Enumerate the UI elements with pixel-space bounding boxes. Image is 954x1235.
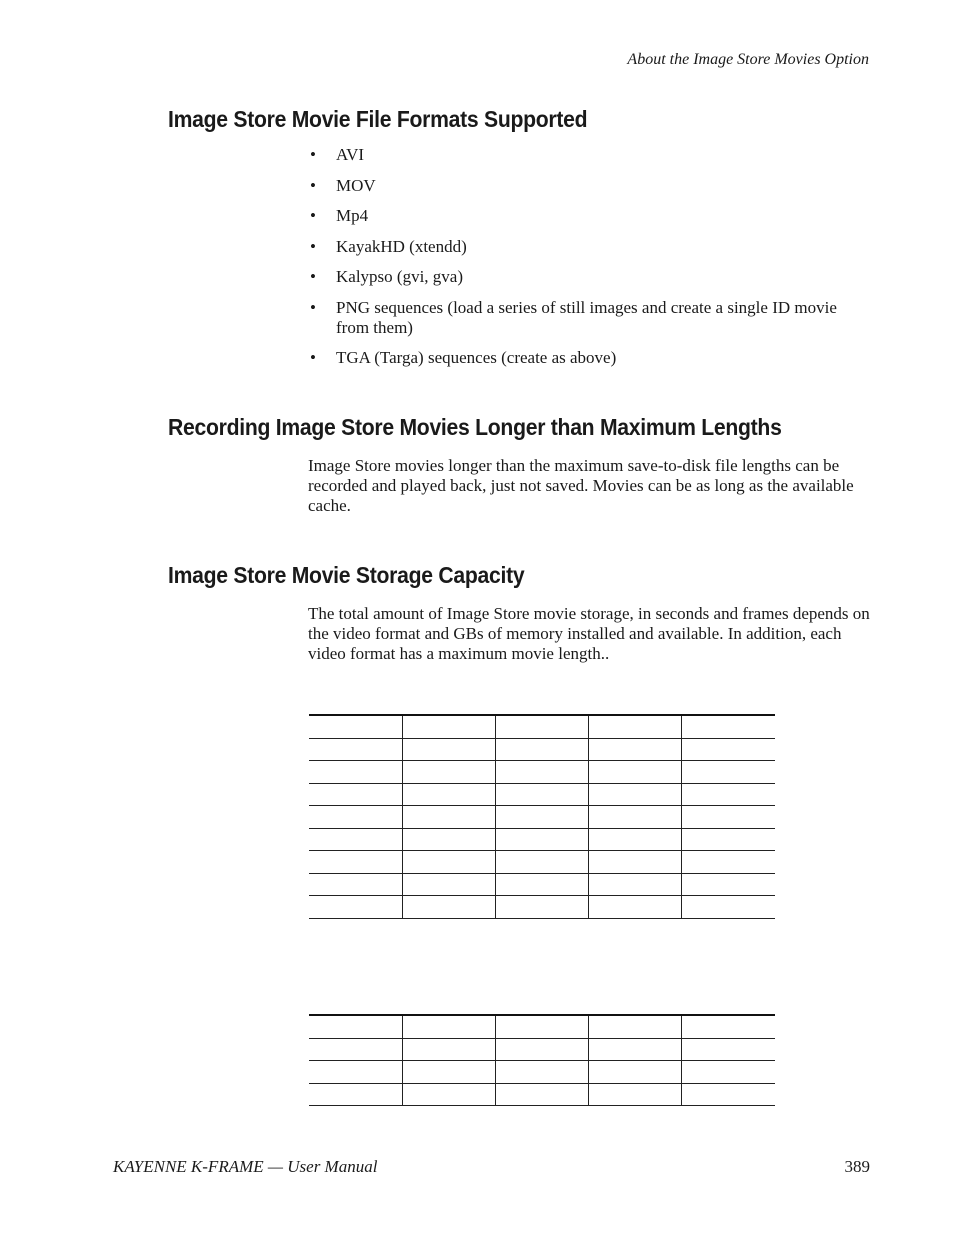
table-row [309, 1015, 775, 1038]
table-cell [309, 851, 402, 874]
table-cell [495, 783, 588, 806]
table-cell [309, 806, 402, 829]
table-cell [402, 1015, 495, 1038]
table-row [309, 896, 775, 919]
table-cell [589, 761, 682, 784]
table-row [309, 828, 775, 851]
table-row [309, 1061, 775, 1084]
section-heading-file-formats: Image Store Movie File Formats Supported [168, 106, 588, 132]
list-item [308, 237, 868, 257]
table-cell [495, 828, 588, 851]
table-cell [682, 1061, 775, 1084]
list-item [308, 176, 868, 196]
table-cell [682, 896, 775, 919]
table-row [309, 761, 775, 784]
table-cell [682, 761, 775, 784]
table-cell [402, 806, 495, 829]
table-cell [589, 1015, 682, 1038]
table-row [309, 873, 775, 896]
storage-table-2 [309, 1014, 775, 1106]
table-cell [495, 715, 588, 738]
footer-manual-title: KAYENNE K-FRAME — User Manual [113, 1157, 378, 1176]
table-cell [402, 851, 495, 874]
table-cell [682, 1015, 775, 1038]
table-cell [589, 1038, 682, 1061]
table-cell [495, 761, 588, 784]
page-number: 389 [844, 1157, 870, 1176]
file-format-list [308, 145, 868, 379]
table-cell [589, 896, 682, 919]
table-row [309, 783, 775, 806]
table-cell [309, 1083, 402, 1106]
table-cell [309, 1061, 402, 1084]
storage-table-1 [309, 714, 775, 919]
table-row [309, 715, 775, 738]
table-cell [589, 783, 682, 806]
table-cell [309, 783, 402, 806]
list-item-text: AVI [336, 145, 365, 164]
table-cell [309, 896, 402, 919]
table-cell [589, 873, 682, 896]
table-cell [589, 715, 682, 738]
bullet-icon: • [310, 175, 316, 195]
table-row [309, 1083, 775, 1106]
table-cell [495, 896, 588, 919]
table-cell [495, 1038, 588, 1061]
table-cell [402, 1083, 495, 1106]
table-cell [402, 783, 495, 806]
table-cell [402, 1038, 495, 1061]
list-item [308, 298, 868, 338]
table-cell [495, 851, 588, 874]
table-cell [682, 783, 775, 806]
table-cell [309, 738, 402, 761]
bullet-icon: • [310, 206, 316, 225]
table-cell [589, 1083, 682, 1106]
list-item-text: Kalypso (gvi, gva) [336, 267, 464, 286]
table-cell [402, 896, 495, 919]
table-cell [402, 828, 495, 851]
table-cell [682, 806, 775, 829]
list-item-text: MOV [336, 175, 376, 195]
table-cell [402, 1061, 495, 1084]
bullet-icon: • [310, 236, 316, 256]
bullet-icon: • [310, 348, 316, 367]
storage-paragraph: The total amount of Image Store movie storage, in seconds and frames depends on the video format and GBs of memory installed and available. In addition, each video format has a maximum movie length.. [308, 604, 870, 664]
bullet-icon: • [310, 267, 316, 286]
table-cell [309, 1038, 402, 1061]
section-heading-storage-capacity: Image Store Movie Storage Capacity [168, 562, 525, 588]
table-cell [682, 1038, 775, 1061]
table-row [309, 738, 775, 761]
section-heading-recording: Recording Image Store Movies Longer than Maximum Lengths [168, 414, 782, 440]
table-cell [309, 828, 402, 851]
table-cell [682, 851, 775, 874]
table-cell [402, 761, 495, 784]
list-item-text: KayakHD (xtendd) [336, 236, 467, 256]
table-cell [589, 851, 682, 874]
table-cell [402, 715, 495, 738]
table-cell [309, 761, 402, 784]
list-item-text: Mp4 [336, 206, 369, 225]
table-cell [402, 738, 495, 761]
table-row [309, 851, 775, 874]
list-item [308, 145, 868, 165]
table-cell [495, 1015, 588, 1038]
table-cell [682, 738, 775, 761]
table-cell [589, 806, 682, 829]
table-cell [589, 828, 682, 851]
table-cell [589, 1061, 682, 1084]
bullet-icon: • [310, 145, 316, 164]
table-cell [309, 873, 402, 896]
table-cell [682, 828, 775, 851]
recording-paragraph: Image Store movies longer than the maximum save-to-disk file lengths can be recorded and played back, just not saved. Movies can be as long as the available cache. [308, 456, 854, 516]
table-cell [495, 1083, 588, 1106]
table-cell [495, 738, 588, 761]
table-cell [495, 806, 588, 829]
list-item [308, 206, 868, 226]
table-row [309, 806, 775, 829]
list-item-text: TGA (Targa) sequences (create as above) [336, 348, 617, 367]
table-cell [402, 873, 495, 896]
table-cell [495, 1061, 588, 1084]
table-cell [309, 1015, 402, 1038]
bullet-icon: • [310, 297, 316, 317]
table-cell [495, 873, 588, 896]
table-cell [682, 1083, 775, 1106]
list-item [308, 267, 868, 287]
list-item [308, 348, 868, 368]
table-cell [682, 873, 775, 896]
running-head: About the Image Store Movies Option [627, 51, 869, 68]
list-item-text: PNG sequences (load a series of still images and create a single ID movie from them) [336, 297, 837, 337]
table-cell [309, 715, 402, 738]
table-cell [589, 738, 682, 761]
table-cell [682, 715, 775, 738]
table-row [309, 1038, 775, 1061]
